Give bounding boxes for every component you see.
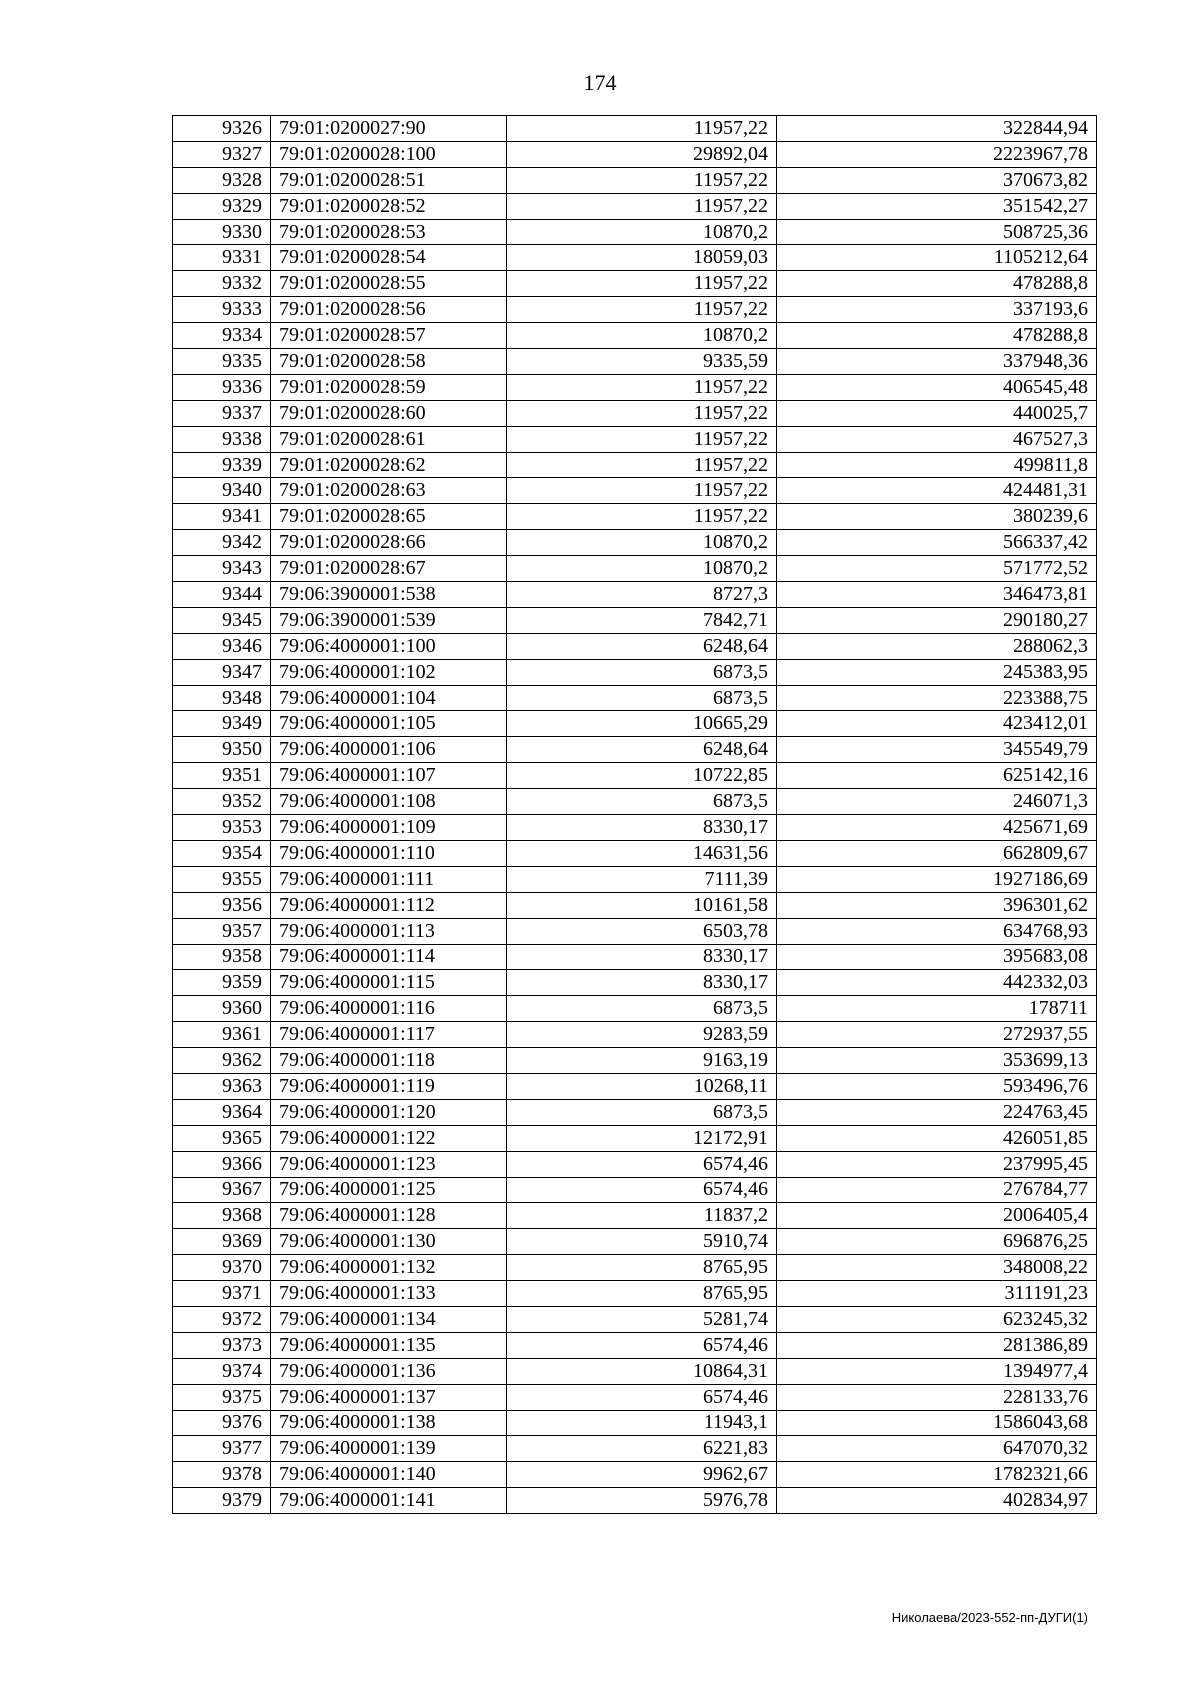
- table-row: [173, 193, 1097, 219]
- cadastral-value-cell: 406545,48: [777, 374, 1097, 400]
- table-row: [173, 1048, 1097, 1074]
- area-value-cell: 11957,22: [507, 426, 777, 452]
- table-row: [173, 607, 1097, 633]
- table-row: [173, 116, 1097, 142]
- cadastral-number-cell: 79:06:4000001:109: [271, 815, 507, 841]
- cadastral-value-cell: 623245,32: [777, 1306, 1097, 1332]
- document-footer-code: Николаева/2023-552-пп-ДУГИ(1): [891, 1610, 1088, 1625]
- row-number-cell: 9364: [173, 1099, 271, 1125]
- cadastral-number-cell: 79:01:0200028:52: [271, 193, 507, 219]
- cadastral-number-cell: 79:01:0200028:100: [271, 141, 507, 167]
- cadastral-number-cell: 79:06:4000001:116: [271, 996, 507, 1022]
- area-value-cell: 8330,17: [507, 815, 777, 841]
- area-value-cell: 8330,17: [507, 944, 777, 970]
- row-number-cell: 9360: [173, 996, 271, 1022]
- area-value-cell: 11837,2: [507, 1203, 777, 1229]
- cadastral-value-cell: 353699,13: [777, 1048, 1097, 1074]
- cadastral-value-table: [172, 115, 1097, 1514]
- cadastral-number-cell: 79:06:4000001:115: [271, 970, 507, 996]
- cadastral-value-cell: 402834,97: [777, 1488, 1097, 1514]
- cadastral-value-cell: 2223967,78: [777, 141, 1097, 167]
- table-row: [173, 1177, 1097, 1203]
- table-row: [173, 1462, 1097, 1488]
- table-row: [173, 1332, 1097, 1358]
- area-value-cell: 6221,83: [507, 1436, 777, 1462]
- row-number-cell: 9369: [173, 1229, 271, 1255]
- area-value-cell: 6574,46: [507, 1151, 777, 1177]
- cadastral-number-cell: 79:01:0200028:59: [271, 374, 507, 400]
- area-value-cell: 5281,74: [507, 1306, 777, 1332]
- area-value-cell: 11957,22: [507, 297, 777, 323]
- cadastral-value-cell: 272937,55: [777, 1022, 1097, 1048]
- cadastral-number-cell: 79:01:0200028:63: [271, 478, 507, 504]
- cadastral-number-cell: 79:06:4000001:119: [271, 1073, 507, 1099]
- cadastral-number-cell: 79:01:0200028:54: [271, 245, 507, 271]
- table-row: [173, 245, 1097, 271]
- table-row: [173, 556, 1097, 582]
- cadastral-number-cell: 79:06:4000001:140: [271, 1462, 507, 1488]
- cadastral-number-cell: 79:06:4000001:113: [271, 918, 507, 944]
- cadastral-value-cell: 2006405,4: [777, 1203, 1097, 1229]
- area-value-cell: 10268,11: [507, 1073, 777, 1099]
- area-value-cell: 8727,3: [507, 582, 777, 608]
- cadastral-number-cell: 79:06:4000001:107: [271, 763, 507, 789]
- table-row: [173, 297, 1097, 323]
- cadastral-number-cell: 79:06:4000001:130: [271, 1229, 507, 1255]
- row-number-cell: 9326: [173, 116, 271, 142]
- table-row: [173, 685, 1097, 711]
- cadastral-number-cell: 79:06:3900001:538: [271, 582, 507, 608]
- area-value-cell: 18059,03: [507, 245, 777, 271]
- row-number-cell: 9350: [173, 737, 271, 763]
- row-number-cell: 9359: [173, 970, 271, 996]
- cadastral-value-cell: 634768,93: [777, 918, 1097, 944]
- row-number-cell: 9379: [173, 1488, 271, 1514]
- table-row: [173, 1125, 1097, 1151]
- cadastral-value-cell: 1782321,66: [777, 1462, 1097, 1488]
- area-value-cell: 5910,74: [507, 1229, 777, 1255]
- cadastral-value-cell: 440025,7: [777, 400, 1097, 426]
- area-value-cell: 11957,22: [507, 452, 777, 478]
- area-value-cell: 6503,78: [507, 918, 777, 944]
- cadastral-value-cell: 647070,32: [777, 1436, 1097, 1462]
- table-row: [173, 1099, 1097, 1125]
- cadastral-value-cell: 380239,6: [777, 504, 1097, 530]
- cadastral-value-cell: 423412,01: [777, 711, 1097, 737]
- row-number-cell: 9328: [173, 167, 271, 193]
- cadastral-number-cell: 79:01:0200028:57: [271, 323, 507, 349]
- cadastral-number-cell: 79:06:4000001:106: [271, 737, 507, 763]
- table-row: [173, 141, 1097, 167]
- area-value-cell: 11957,22: [507, 400, 777, 426]
- table-row: [173, 1281, 1097, 1307]
- area-value-cell: 6873,5: [507, 789, 777, 815]
- cadastral-number-cell: 79:06:4000001:117: [271, 1022, 507, 1048]
- cadastral-value-cell: 290180,27: [777, 607, 1097, 633]
- cadastral-number-cell: 79:01:0200028:56: [271, 297, 507, 323]
- table-row: [173, 400, 1097, 426]
- table-row: [173, 659, 1097, 685]
- area-value-cell: 11957,22: [507, 193, 777, 219]
- area-value-cell: 6248,64: [507, 737, 777, 763]
- cadastral-value-cell: 424481,31: [777, 478, 1097, 504]
- table-row: [173, 504, 1097, 530]
- cadastral-number-cell: 79:06:4000001:135: [271, 1332, 507, 1358]
- cadastral-number-cell: 79:06:4000001:138: [271, 1410, 507, 1436]
- cadastral-number-cell: 79:06:4000001:111: [271, 866, 507, 892]
- area-value-cell: 7111,39: [507, 866, 777, 892]
- table-row: [173, 349, 1097, 375]
- cadastral-value-cell: 224763,45: [777, 1099, 1097, 1125]
- area-value-cell: 10870,2: [507, 530, 777, 556]
- cadastral-value-cell: 346473,81: [777, 582, 1097, 608]
- area-value-cell: 6248,64: [507, 633, 777, 659]
- cadastral-value-cell: 571772,52: [777, 556, 1097, 582]
- table-row: [173, 374, 1097, 400]
- area-value-cell: 8330,17: [507, 970, 777, 996]
- row-number-cell: 9340: [173, 478, 271, 504]
- table-row: [173, 996, 1097, 1022]
- table-row: [173, 426, 1097, 452]
- row-number-cell: 9335: [173, 349, 271, 375]
- table-row: [173, 892, 1097, 918]
- area-value-cell: 6574,46: [507, 1177, 777, 1203]
- cadastral-number-cell: 79:01:0200028:65: [271, 504, 507, 530]
- cadastral-number-cell: 79:06:4000001:136: [271, 1358, 507, 1384]
- cadastral-value-cell: 566337,42: [777, 530, 1097, 556]
- table-row: [173, 737, 1097, 763]
- table-row: [173, 219, 1097, 245]
- cadastral-number-cell: 79:06:4000001:125: [271, 1177, 507, 1203]
- cadastral-number-cell: 79:01:0200028:55: [271, 271, 507, 297]
- cadastral-value-cell: 426051,85: [777, 1125, 1097, 1151]
- row-number-cell: 9373: [173, 1332, 271, 1358]
- cadastral-number-cell: 79:06:4000001:114: [271, 944, 507, 970]
- row-number-cell: 9354: [173, 840, 271, 866]
- table-row: [173, 167, 1097, 193]
- cadastral-number-cell: 79:06:3900001:539: [271, 607, 507, 633]
- cadastral-value-cell: 467527,3: [777, 426, 1097, 452]
- page-number: 174: [583, 70, 617, 95]
- table-row: [173, 1151, 1097, 1177]
- cadastral-value-cell: 625142,16: [777, 763, 1097, 789]
- area-value-cell: 8765,95: [507, 1255, 777, 1281]
- row-number-cell: 9358: [173, 944, 271, 970]
- cadastral-number-cell: 79:01:0200028:53: [271, 219, 507, 245]
- cadastral-number-cell: 79:06:4000001:105: [271, 711, 507, 737]
- row-number-cell: 9353: [173, 815, 271, 841]
- area-value-cell: 10864,31: [507, 1358, 777, 1384]
- table-row: [173, 1203, 1097, 1229]
- area-value-cell: 14631,56: [507, 840, 777, 866]
- cadastral-value-cell: 425671,69: [777, 815, 1097, 841]
- row-number-cell: 9361: [173, 1022, 271, 1048]
- table-row: [173, 271, 1097, 297]
- table-row: [173, 530, 1097, 556]
- table-row: [173, 944, 1097, 970]
- area-value-cell: 10722,85: [507, 763, 777, 789]
- table-row: [173, 970, 1097, 996]
- cadastral-value-cell: 322844,94: [777, 116, 1097, 142]
- cadastral-value-cell: 478288,8: [777, 323, 1097, 349]
- row-number-cell: 9375: [173, 1384, 271, 1410]
- cadastral-value-cell: 228133,76: [777, 1384, 1097, 1410]
- area-value-cell: 10870,2: [507, 323, 777, 349]
- row-number-cell: 9336: [173, 374, 271, 400]
- cadastral-number-cell: 79:06:4000001:110: [271, 840, 507, 866]
- table-row: [173, 840, 1097, 866]
- area-value-cell: 6873,5: [507, 659, 777, 685]
- cadastral-value-cell: 442332,03: [777, 970, 1097, 996]
- cadastral-number-cell: 79:01:0200027:90: [271, 116, 507, 142]
- table-row: [173, 1229, 1097, 1255]
- row-number-cell: 9334: [173, 323, 271, 349]
- cadastral-number-cell: 79:06:4000001:118: [271, 1048, 507, 1074]
- cadastral-number-cell: 79:06:4000001:132: [271, 1255, 507, 1281]
- area-value-cell: 8765,95: [507, 1281, 777, 1307]
- row-number-cell: 9344: [173, 582, 271, 608]
- table-row: [173, 1384, 1097, 1410]
- cadastral-value-cell: 499811,8: [777, 452, 1097, 478]
- cadastral-number-cell: 79:01:0200028:60: [271, 400, 507, 426]
- table-row: [173, 918, 1097, 944]
- cadastral-value-cell: 593496,76: [777, 1073, 1097, 1099]
- row-number-cell: 9339: [173, 452, 271, 478]
- row-number-cell: 9337: [173, 400, 271, 426]
- cadastral-number-cell: 79:06:4000001:123: [271, 1151, 507, 1177]
- area-value-cell: 6574,46: [507, 1332, 777, 1358]
- row-number-cell: 9362: [173, 1048, 271, 1074]
- cadastral-number-cell: 79:06:4000001:112: [271, 892, 507, 918]
- row-number-cell: 9370: [173, 1255, 271, 1281]
- row-number-cell: 9376: [173, 1410, 271, 1436]
- row-number-cell: 9352: [173, 789, 271, 815]
- table-row: [173, 582, 1097, 608]
- cadastral-value-cell: 662809,67: [777, 840, 1097, 866]
- cadastral-number-cell: 79:06:4000001:137: [271, 1384, 507, 1410]
- row-number-cell: 9356: [173, 892, 271, 918]
- cadastral-number-cell: 79:06:4000001:141: [271, 1488, 507, 1514]
- area-value-cell: 7842,71: [507, 607, 777, 633]
- row-number-cell: 9368: [173, 1203, 271, 1229]
- row-number-cell: 9355: [173, 866, 271, 892]
- row-number-cell: 9348: [173, 685, 271, 711]
- cadastral-number-cell: 79:01:0200028:62: [271, 452, 507, 478]
- area-value-cell: 11957,22: [507, 167, 777, 193]
- cadastral-value-cell: 311191,23: [777, 1281, 1097, 1307]
- cadastral-value-cell: 696876,25: [777, 1229, 1097, 1255]
- cadastral-number-cell: 79:06:4000001:139: [271, 1436, 507, 1462]
- row-number-cell: 9345: [173, 607, 271, 633]
- cadastral-value-cell: 1394977,4: [777, 1358, 1097, 1384]
- cadastral-number-cell: 79:06:4000001:102: [271, 659, 507, 685]
- cadastral-value-cell: 246071,3: [777, 789, 1097, 815]
- row-number-cell: 9367: [173, 1177, 271, 1203]
- cadastral-number-cell: 79:06:4000001:108: [271, 789, 507, 815]
- cadastral-number-cell: 79:01:0200028:67: [271, 556, 507, 582]
- cadastral-value-cell: 337193,6: [777, 297, 1097, 323]
- cadastral-value-cell: 370673,82: [777, 167, 1097, 193]
- row-number-cell: 9351: [173, 763, 271, 789]
- cadastral-value-cell: 508725,36: [777, 219, 1097, 245]
- row-number-cell: 9329: [173, 193, 271, 219]
- table-row: [173, 866, 1097, 892]
- row-number-cell: 9365: [173, 1125, 271, 1151]
- cadastral-value-cell: 351542,27: [777, 193, 1097, 219]
- cadastral-value-cell: 337948,36: [777, 349, 1097, 375]
- table-row: [173, 711, 1097, 737]
- cadastral-value-cell: 276784,77: [777, 1177, 1097, 1203]
- cadastral-number-cell: 79:06:4000001:133: [271, 1281, 507, 1307]
- cadastral-value-cell: 237995,45: [777, 1151, 1097, 1177]
- cadastral-value-cell: 395683,08: [777, 944, 1097, 970]
- cadastral-value-cell: 245383,95: [777, 659, 1097, 685]
- table-row: [173, 789, 1097, 815]
- cadastral-number-cell: 79:01:0200028:66: [271, 530, 507, 556]
- row-number-cell: 9330: [173, 219, 271, 245]
- area-value-cell: 11957,22: [507, 271, 777, 297]
- table-row: [173, 763, 1097, 789]
- area-value-cell: 11957,22: [507, 116, 777, 142]
- table-row: [173, 633, 1097, 659]
- area-value-cell: 6873,5: [507, 996, 777, 1022]
- row-number-cell: 9372: [173, 1306, 271, 1332]
- area-value-cell: 12172,91: [507, 1125, 777, 1151]
- table-body: [173, 116, 1097, 1514]
- table-row: [173, 1255, 1097, 1281]
- cadastral-number-cell: 79:06:4000001:100: [271, 633, 507, 659]
- cadastral-value-cell: 223388,75: [777, 685, 1097, 711]
- row-number-cell: 9349: [173, 711, 271, 737]
- area-value-cell: 11943,1: [507, 1410, 777, 1436]
- row-number-cell: 9378: [173, 1462, 271, 1488]
- cadastral-value-cell: 178711: [777, 996, 1097, 1022]
- row-number-cell: 9341: [173, 504, 271, 530]
- area-value-cell: 29892,04: [507, 141, 777, 167]
- area-value-cell: 9283,59: [507, 1022, 777, 1048]
- area-value-cell: 10870,2: [507, 219, 777, 245]
- table-row: [173, 1306, 1097, 1332]
- table-row: [173, 1410, 1097, 1436]
- table-row: [173, 1073, 1097, 1099]
- row-number-cell: 9338: [173, 426, 271, 452]
- area-value-cell: 11957,22: [507, 478, 777, 504]
- row-number-cell: 9327: [173, 141, 271, 167]
- table-row: [173, 478, 1097, 504]
- row-number-cell: 9343: [173, 556, 271, 582]
- row-number-cell: 9332: [173, 271, 271, 297]
- cadastral-number-cell: 79:01:0200028:51: [271, 167, 507, 193]
- area-value-cell: 10161,58: [507, 892, 777, 918]
- row-number-cell: 9374: [173, 1358, 271, 1384]
- area-value-cell: 10665,29: [507, 711, 777, 737]
- cadastral-value-cell: 348008,22: [777, 1255, 1097, 1281]
- area-value-cell: 9962,67: [507, 1462, 777, 1488]
- table-row: [173, 1436, 1097, 1462]
- area-value-cell: 10870,2: [507, 556, 777, 582]
- cadastral-value-cell: 345549,79: [777, 737, 1097, 763]
- cadastral-value-cell: 478288,8: [777, 271, 1097, 297]
- cadastral-value-cell: 1586043,68: [777, 1410, 1097, 1436]
- area-value-cell: 11957,22: [507, 374, 777, 400]
- row-number-cell: 9371: [173, 1281, 271, 1307]
- cadastral-number-cell: 79:06:4000001:104: [271, 685, 507, 711]
- area-value-cell: 9335,59: [507, 349, 777, 375]
- row-number-cell: 9363: [173, 1073, 271, 1099]
- cadastral-value-cell: 1105212,64: [777, 245, 1097, 271]
- table-row: [173, 1488, 1097, 1514]
- row-number-cell: 9342: [173, 530, 271, 556]
- cadastral-number-cell: 79:01:0200028:61: [271, 426, 507, 452]
- row-number-cell: 9346: [173, 633, 271, 659]
- row-number-cell: 9347: [173, 659, 271, 685]
- row-number-cell: 9377: [173, 1436, 271, 1462]
- cadastral-number-cell: 79:06:4000001:128: [271, 1203, 507, 1229]
- table-row: [173, 1022, 1097, 1048]
- cadastral-value-cell: 396301,62: [777, 892, 1097, 918]
- cadastral-number-cell: 79:06:4000001:134: [271, 1306, 507, 1332]
- area-value-cell: 5976,78: [507, 1488, 777, 1514]
- table-row: [173, 815, 1097, 841]
- area-value-cell: 11957,22: [507, 504, 777, 530]
- cadastral-value-cell: 288062,3: [777, 633, 1097, 659]
- cadastral-number-cell: 79:06:4000001:122: [271, 1125, 507, 1151]
- row-number-cell: 9366: [173, 1151, 271, 1177]
- area-value-cell: 6873,5: [507, 1099, 777, 1125]
- area-value-cell: 6574,46: [507, 1384, 777, 1410]
- table-row: [173, 323, 1097, 349]
- area-value-cell: 9163,19: [507, 1048, 777, 1074]
- cadastral-value-cell: 281386,89: [777, 1332, 1097, 1358]
- row-number-cell: 9357: [173, 918, 271, 944]
- cadastral-number-cell: 79:06:4000001:120: [271, 1099, 507, 1125]
- table-row: [173, 1358, 1097, 1384]
- table-row: [173, 452, 1097, 478]
- cadastral-number-cell: 79:01:0200028:58: [271, 349, 507, 375]
- cadastral-value-cell: 1927186,69: [777, 866, 1097, 892]
- row-number-cell: 9333: [173, 297, 271, 323]
- area-value-cell: 6873,5: [507, 685, 777, 711]
- row-number-cell: 9331: [173, 245, 271, 271]
